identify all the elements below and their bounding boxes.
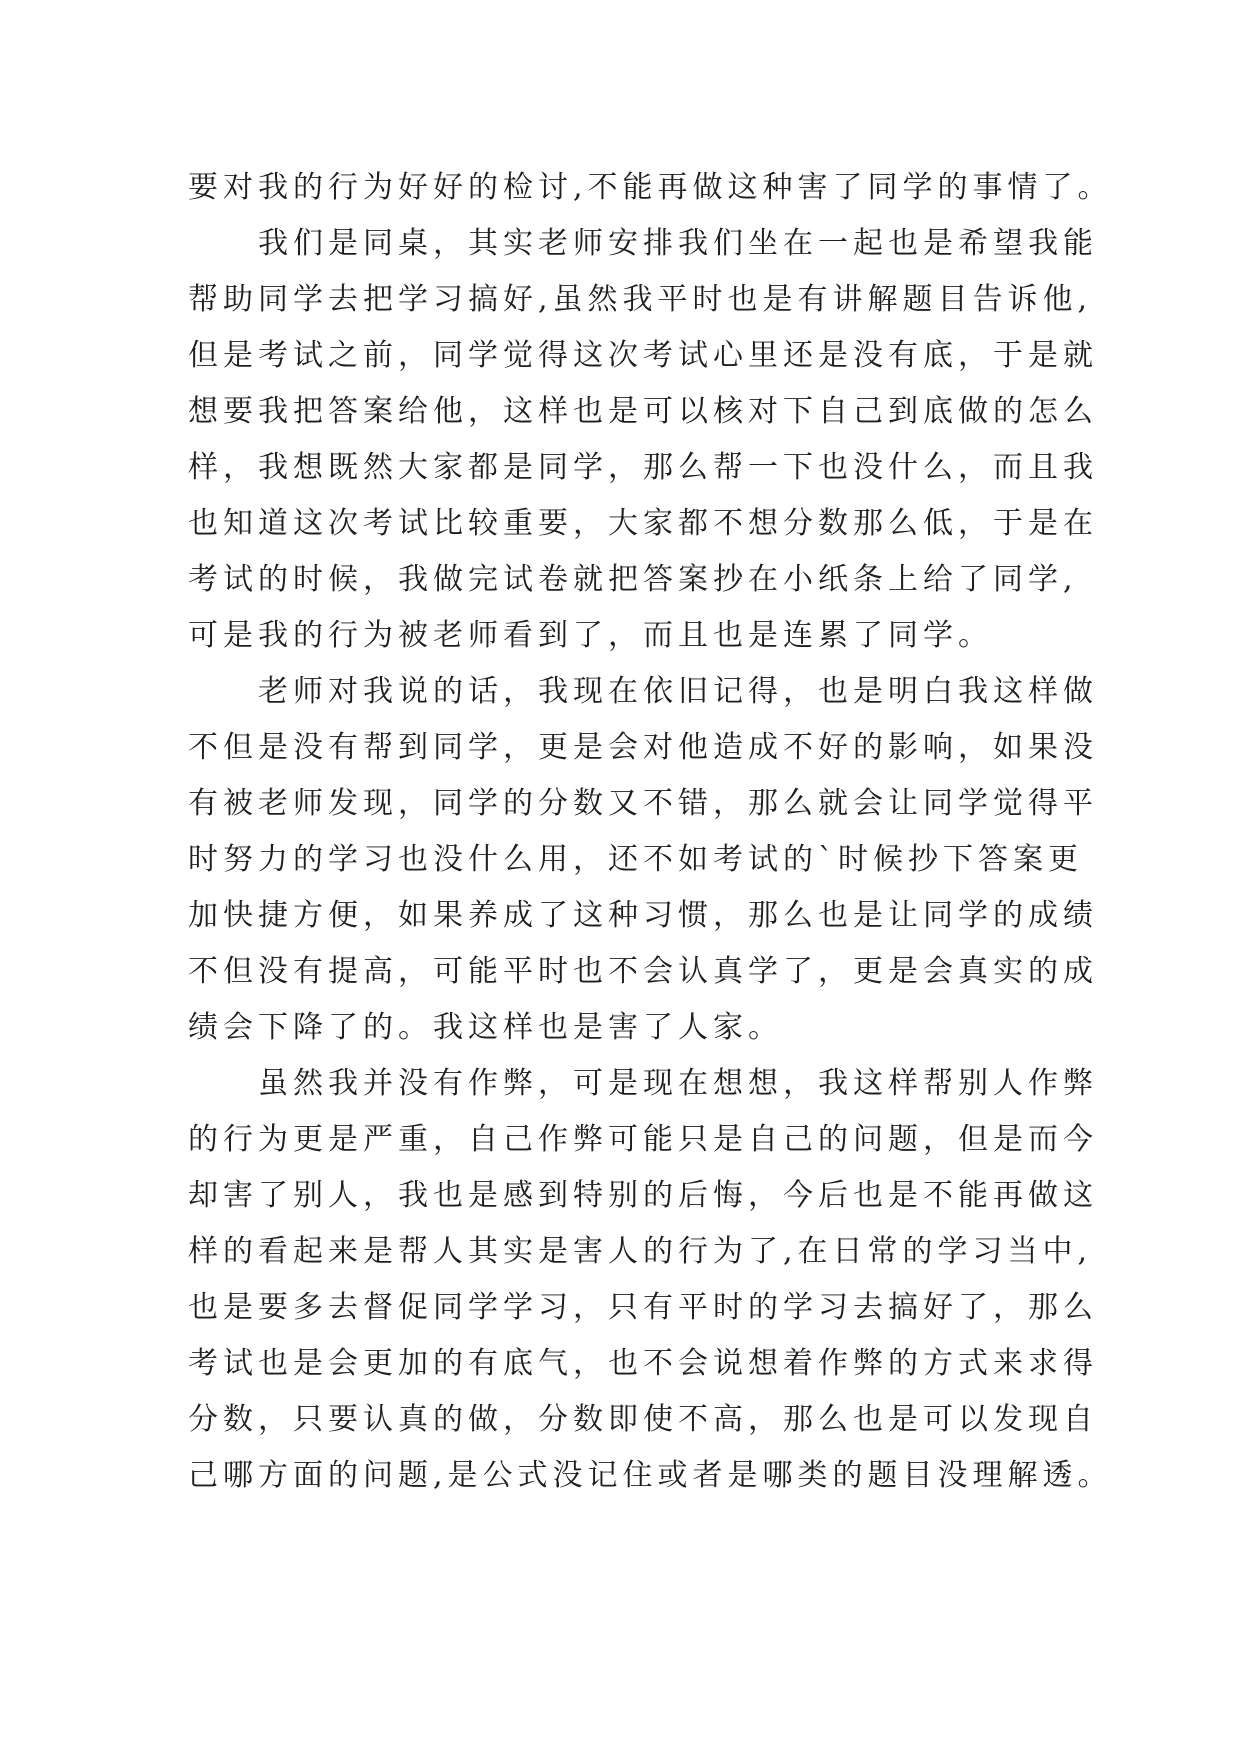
paragraph-first-line: 我们是同桌，其实老师安排我们坐在一起也是希望我能 (258, 226, 1098, 261)
text-line: 加快捷方便，如果养成了这种习惯，那么也是让同学的成绩 (188, 898, 1098, 933)
text-line: 帮助同学去把学习搞好,虽然我平时也是有讲解题目告诉他, (188, 282, 1093, 317)
paragraph-first-line: 老师对我说的话，我现在依旧记得，也是明白我这样做 (258, 674, 1098, 709)
text-line: 样的看起来是帮人其实是害人的行为了,在日常的学习当中, (188, 1234, 1093, 1269)
text-line: 也知道这次考试比较重要，大家都不想分数那么低，于是在 (188, 506, 1098, 541)
text-line: 时努力的学习也没什么用，还不如考试的`时候抄下答案更 (188, 842, 1083, 877)
text-line: 却害了别人，我也是感到特别的后悔，今后也是不能再做这 (188, 1178, 1098, 1213)
text-line: 的行为更是严重，自己作弊可能只是自己的问题，但是而今 (188, 1122, 1098, 1157)
text-line: 考试的时候，我做完试卷就把答案抄在小纸条上给了同学, (188, 562, 1078, 597)
text-line: 不但没有提高，可能平时也不会认真学了，更是会真实的成 (188, 954, 1098, 989)
text-line: 己哪方面的问题,是公式没记住或者是哪类的题目没理解透。 (188, 1458, 1113, 1493)
text-line: 也是要多去督促同学学习，只有平时的学习去搞好了，那么 (188, 1290, 1098, 1325)
text-line: 分数，只要认真的做，分数即使不高，那么也是可以发现自 (188, 1402, 1098, 1437)
text-line: 要对我的行为好好的检讨,不能再做这种害了同学的事情了。 (188, 170, 1113, 205)
text-line: 考试也是会更加的有底气，也不会说想着作弊的方式来求得 (188, 1346, 1098, 1381)
text-line: 不但是没有帮到同学，更是会对他造成不好的影响，如果没 (188, 730, 1098, 765)
text-line: 但是考试之前，同学觉得这次考试心里还是没有底，于是就 (188, 338, 1098, 373)
text-line: 想要我把答案给他，这样也是可以核对下自己到底做的怎么 (188, 394, 1098, 429)
text-line: 有被老师发现，同学的分数又不错，那么就会让同学觉得平 (188, 786, 1098, 821)
text-line: 样，我想既然大家都是同学，那么帮一下也没什么，而且我 (188, 450, 1098, 485)
paragraph-first-line: 虽然我并没有作弊，可是现在想想，我这样帮别人作弊 (258, 1066, 1098, 1101)
text-line: 可是我的行为被老师看到了，而且也是连累了同学。 (188, 618, 993, 653)
text-line: 绩会下降了的。我这样也是害了人家。 (188, 1010, 783, 1045)
document-body (188, 160, 1113, 1504)
